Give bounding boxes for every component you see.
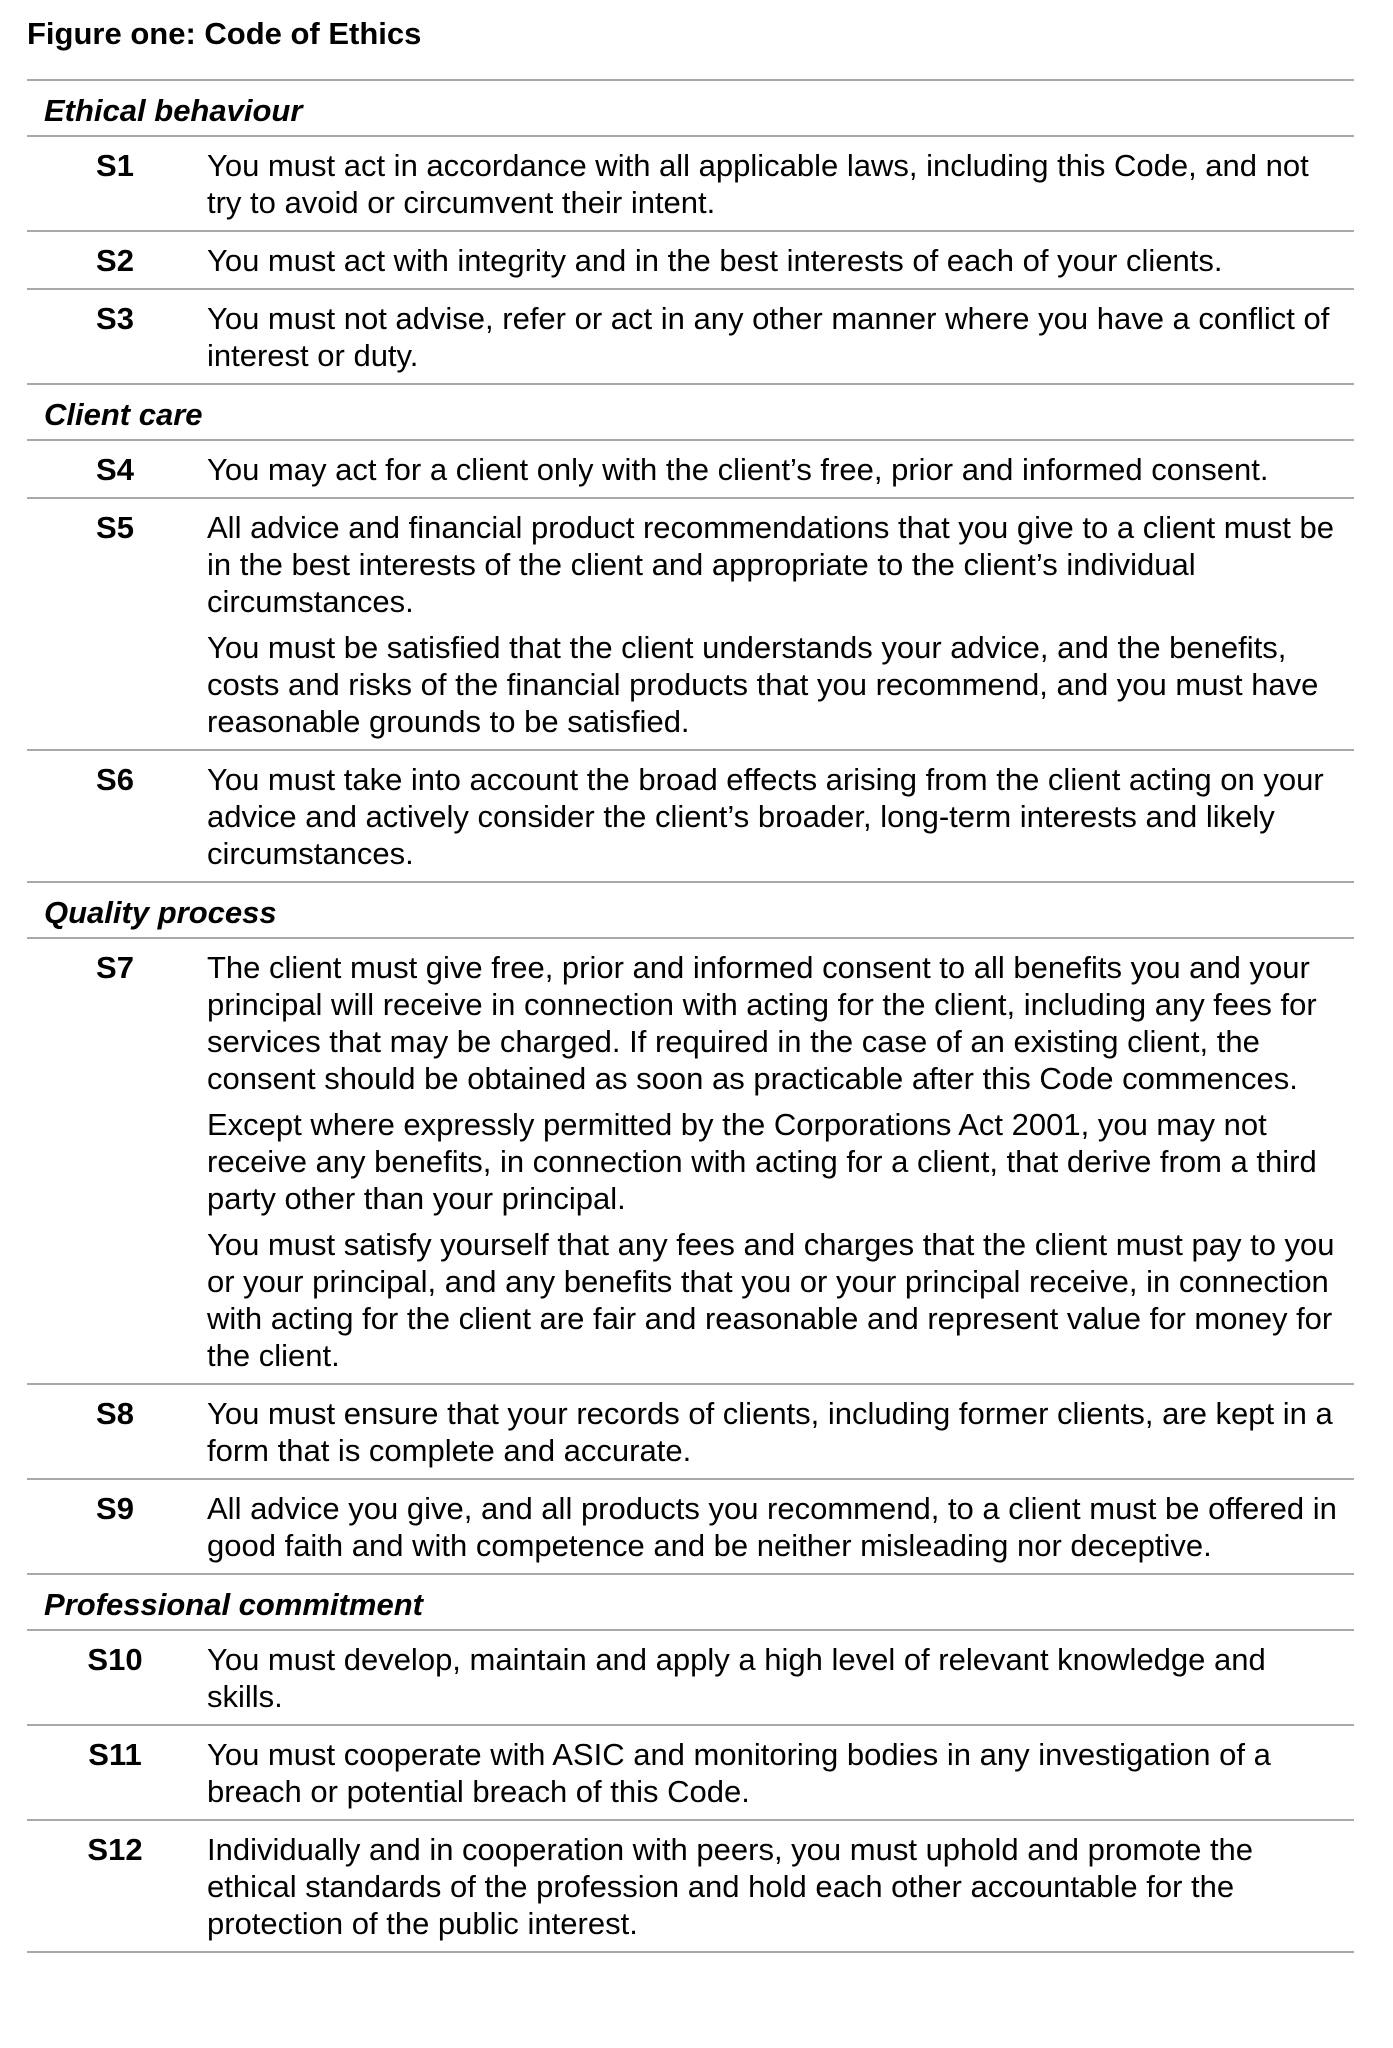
standard-paragraph: You must cooperate with ASIC and monitoring bodies in any investigation of a breach or potential breach of this Code.: [207, 1737, 1271, 1809]
standard-text: [207, 1641, 1354, 1715]
standard-paragraph: You must not advise, refer or act in any other manner where you have a conflict of interest or duty.: [207, 301, 1330, 373]
standard-paragraph: You must act in accordance with all applicable laws, including this Code, and not try to avoid or circumvent their intent.: [207, 148, 1309, 220]
standard-text: [207, 147, 1354, 221]
standard-row: [27, 232, 1354, 290]
standard-code: S4: [96, 452, 134, 487]
standard-row: [27, 499, 1354, 751]
standard-row: [27, 1385, 1354, 1480]
standard-text: [207, 1490, 1354, 1564]
section-heading: Client care: [27, 385, 1354, 441]
standard-text: [207, 1831, 1354, 1942]
standard-paragraph: You must be satisfied that the client understands your advice, and the benefits, costs and risks of the financial products that you recommend, and you must have reasonable grounds to be satisfied.: [207, 630, 1319, 739]
standard-text: [207, 451, 1354, 488]
section-heading: Quality process: [27, 883, 1354, 939]
standard-text: [207, 300, 1354, 374]
standard-paragraph: You must develop, maintain and apply a high level of relevant knowledge and skills.: [207, 1642, 1266, 1714]
standard-row: [27, 1631, 1354, 1726]
standard-text: [207, 1736, 1354, 1810]
section-heading: Ethical behaviour: [27, 81, 1354, 137]
standard-code: S6: [96, 762, 134, 797]
standard-row: [27, 939, 1354, 1385]
standard-code: S10: [87, 1642, 143, 1677]
standard-paragraph: All advice you give, and all products you recommend, to a client must be offered in good faith and with competence and be neither misleading nor deceptive.: [207, 1491, 1337, 1563]
standard-paragraph: You must ensure that your records of clients, including former clients, are kept in a form that is complete and accurate.: [207, 1396, 1333, 1468]
standard-row: [27, 1480, 1354, 1575]
standard-row: [27, 137, 1354, 232]
section-heading: Professional commitment: [27, 1575, 1354, 1631]
standard-code: S1: [96, 148, 134, 183]
standard-row: [27, 1821, 1354, 1953]
standard-code: S12: [87, 1832, 143, 1867]
standard-text: [207, 949, 1354, 1374]
standard-text: [207, 242, 1354, 279]
standard-paragraph: Individually and in cooperation with peers, you must uphold and promote the ethical standards of the profession and hold each other accountable for the protection of the public interest.: [207, 1832, 1254, 1941]
standard-code: S3: [96, 301, 134, 336]
code-of-ethics-table: [27, 79, 1354, 1953]
standard-code: S2: [96, 243, 134, 278]
standard-paragraph: You may act for a client only with the client’s free, prior and informed consent.: [207, 452, 1269, 487]
standard-paragraph: The client must give free, prior and informed consent to all benefits you and your principal will receive in connection with acting for the client, including any fees for services that may be charged. If required in the case of an existing client, the consent should be obtained as soon as practicable after this Code commences.: [207, 950, 1317, 1096]
figure-title: Figure one: Code of Ethics: [27, 16, 422, 51]
standard-row: [27, 441, 1354, 499]
standard-code: S5: [96, 510, 134, 545]
standard-paragraph: You must take into account the broad effects arising from the client acting on your advice and actively consider the client’s broader, long-term interests and likely circumstances.: [207, 762, 1324, 871]
standard-row: [27, 751, 1354, 883]
standard-code: S7: [96, 950, 134, 985]
standard-text: [207, 509, 1354, 740]
standard-row: [27, 1726, 1354, 1821]
standard-code: S8: [96, 1396, 134, 1431]
standard-text: [207, 1395, 1354, 1469]
standard-paragraph: You must satisfy yourself that any fees and charges that the client must pay to you or your principal, and any benefits that you or your principal receive, in connection with acting for the client are fair and reasonable and represent value for money for the client.: [207, 1227, 1335, 1373]
standard-row: [27, 290, 1354, 385]
standard-paragraph: You must act with integrity and in the best interests of each of your clients.: [207, 243, 1223, 278]
standard-code: S9: [96, 1491, 134, 1526]
standard-paragraph: Except where expressly permitted by the Corporations Act 2001, you may not receive any benefits, in connection with acting for a client, that derive from a third party other than your principal.: [207, 1107, 1317, 1216]
standard-text: [207, 761, 1354, 872]
standard-code: S11: [88, 1737, 142, 1772]
standard-paragraph: All advice and financial product recommendations that you give to a client must be in the best interests of the client and appropriate to the client’s individual circumstances.: [207, 510, 1334, 619]
